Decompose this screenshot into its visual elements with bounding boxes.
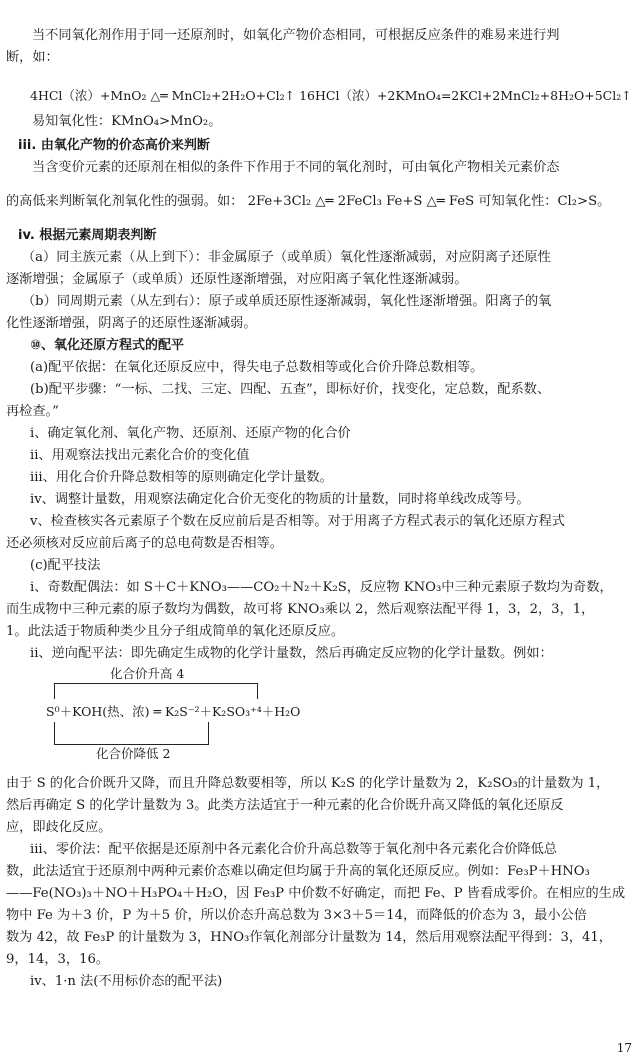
paragraph-line: 然后再确定 S 的化学计量数为 3。此类方法适宜于一种元素的化合价既升高又降低的氧化还原反 bbox=[6, 798, 564, 813]
reduction-label: 化合价降低 2 bbox=[96, 746, 171, 761]
bracket-line bbox=[54, 683, 55, 699]
paragraph-line: iv、调整计量数，用观察法确定化合价无变化的物质的计量数，同时将单线改成等号。 bbox=[30, 492, 530, 507]
page-number: 17 bbox=[616, 1041, 632, 1055]
paragraph-line: （a）同主族元素（从上到下）：非金属原子（或单质）氧化性逐渐减弱，对应阴离子还原性 bbox=[22, 250, 551, 265]
paragraph-line: 化性逐渐增强，阴离子的还原性逐渐减弱。 bbox=[6, 316, 257, 331]
paragraph-line: iii、用化合价升降总数相等的原则确定化学计量数。 bbox=[30, 470, 333, 485]
paragraph-line: ii、用观察法找出元素化合价的变化值 bbox=[30, 448, 250, 463]
paragraph-line: i、确定氧化剂、氧化产物、还原剂、还原产物的化合价 bbox=[30, 426, 351, 441]
paragraph-line: i、奇数配偶法：如 S＋C＋KNO₃——CO₂＋N₂＋K₂S，反应物 KNO₃中三种元素原子数均为奇数， bbox=[30, 580, 613, 595]
paragraph-line: (a)配平依据：在氧化还原反应中，得失电子总数相等或化合价升降总数相等。 bbox=[30, 360, 484, 375]
paragraph-line: 数为 42，故 Fe₃P 的计量数为 3，HNO₃作氧化剂部分计量数为 14，然后用观察法配平得到：3，41， bbox=[6, 930, 612, 945]
equation-line: 4HCl（浓）+MnO₂ △═ MnCl₂+2H₂O+Cl₂↑ 16HCl（浓）+2KMnO₄=2KCl+2MnCl₂+8H₂O+5Cl₂↑ bbox=[30, 88, 632, 103]
section-heading: iii. 由氧化产物的价态高价来判断 bbox=[18, 138, 210, 153]
paragraph-line: 而生成物中三种元素的原子数均为偶数，故可将 KNO₃乘以 2，然后观察法配平得 1，3，2，3，1， bbox=[6, 602, 595, 617]
paragraph-line: （b）同周期元素（从左到右）：原子或单质还原性逐渐减弱，氧化性逐渐增强。阳离子的氧 bbox=[22, 294, 552, 309]
paragraph-line: 9，14，3，16。 bbox=[6, 952, 110, 967]
paragraph-line: 1。此法适于物质种类少且分子组成简单的氧化还原反应。 bbox=[6, 624, 345, 639]
paragraph-line: ii、逆向配平法：即先确定生成物的化学计量数，然后再确定反应物的化学计量数。例如： bbox=[30, 646, 553, 661]
bracket-line bbox=[208, 722, 209, 744]
paragraph-line: iii、零价法：配平依据是还原剂中各元素化合价升高总数等于氧化剂中各元素化合价降低总 bbox=[30, 842, 557, 857]
paragraph-line: 数，此法适宜于还原剂中两种元素价态难以确定但均属于升高的氧化还原反应。例如：Fe₃P＋HNO₃ bbox=[6, 864, 590, 879]
oxidation-label: 化合价升高 4 bbox=[110, 666, 185, 681]
paragraph-line: 逐渐增强；金属原子（或单质）还原性逐渐增强，对应阳离子氧化性逐渐减弱。 bbox=[6, 272, 468, 287]
bracket-line bbox=[54, 722, 55, 744]
paragraph-line: 还必须核对反应前后离子的总电荷数是否相等。 bbox=[6, 536, 283, 551]
section-heading: iv. 根据元素周期表判断 bbox=[18, 228, 157, 243]
paragraph-line: 当含变价元素的还原剂在相似的条件下作用于不同的氧化剂时，可由氧化产物相关元素价态 bbox=[32, 160, 560, 175]
paragraph-line: 由于 S 的化合价既升又降，而且升降总数要相等，所以 K₂S 的化学计量数为 2，K₂SO₃的计量数为 1， bbox=[6, 776, 610, 791]
paragraph-line: 的高低来判断氧化剂氧化性的强弱。如： 2Fe+3Cl₂ △═ 2FeCl₃ Fe+S △═ FeS 可知氧化性：Cl₂>S。 bbox=[6, 194, 611, 209]
paragraph-line: ——Fe(NO₃)₃＋NO＋H₃PO₄＋H₂O，因 Fe₃P 中价数不好确定，而把 Fe、P 皆看成零价。在相应的生成 bbox=[6, 886, 626, 901]
paragraph-line: iv、1·n 法(不用标价态的配平法) bbox=[30, 974, 223, 989]
redox-diagram bbox=[40, 664, 320, 760]
paragraph-line: v、检查核实各元素原子个数在反应前后是否相等。对于用离子方程式表示的氧化还原方程式 bbox=[30, 514, 565, 529]
bracket-line bbox=[257, 683, 258, 699]
paragraph-line: 应，即歧化反应。 bbox=[6, 820, 112, 835]
paragraph-line: 物中 Fe 为＋3 价，P 为＋5 价，所以价态升高总数为 3×3＋5＝14，而降低的价态为 3，最小公倍 bbox=[6, 908, 587, 923]
paragraph-line: (b)配平步骤：“一标、二找、三定、四配、五查”，即标好价，找变化，定总数，配系数、 bbox=[30, 382, 551, 397]
bracket-line bbox=[54, 683, 258, 684]
paragraph-line: 断，如： bbox=[6, 50, 59, 65]
paragraph-line: (c)配平技法 bbox=[30, 558, 101, 573]
paragraph-line: 再检查。” bbox=[6, 404, 59, 419]
redox-equation: S⁰＋KOH(热、浓) ═ K₂S⁻²＋K₂SO₃⁺⁴＋H₂O bbox=[46, 704, 301, 719]
section-heading: ⑩、氧化还原方程式的配平 bbox=[30, 338, 185, 353]
paragraph-line: 易知氧化性：KMnO₄>MnO₂。 bbox=[32, 114, 222, 129]
paragraph-line: 当不同氧化剂作用于同一还原剂时，如氧化产物价态相同，可根据反应条件的难易来进行判 bbox=[32, 28, 560, 43]
